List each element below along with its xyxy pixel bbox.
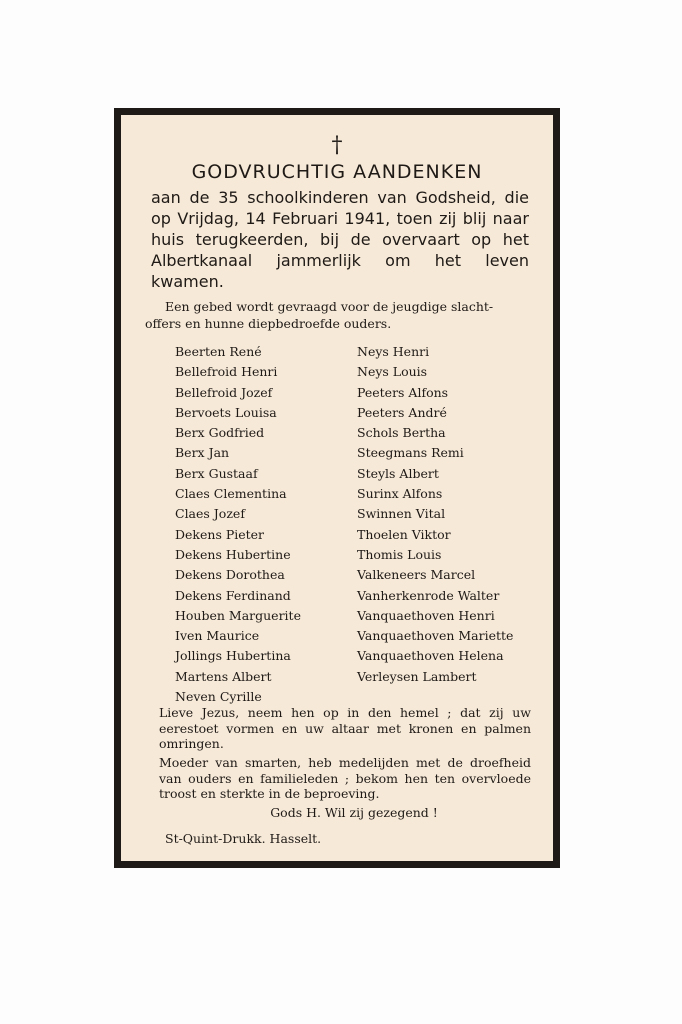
prayer-line-2: offers en hunne diepbedroefde ouders. xyxy=(145,316,392,331)
name-entry: Vanherkenrode Walter xyxy=(357,587,500,603)
name-entry: Dekens Ferdinand xyxy=(175,587,291,603)
name-entry: Vanquaethoven Helena xyxy=(357,648,504,664)
name-entry: Verleysen Lambert xyxy=(357,668,477,684)
name-entry: Iven Maurice xyxy=(175,628,260,644)
name-entry: Berx Jan xyxy=(175,445,230,461)
cross-icon: † xyxy=(331,133,343,158)
name-entry: Beerten René xyxy=(175,344,262,359)
name-entry: Thoelen Viktor xyxy=(357,526,451,542)
name-entry: Vanquaethoven Mariette xyxy=(357,628,514,644)
name-entry: Claes Clementina xyxy=(175,486,287,502)
name-entry: Surinx Alfons xyxy=(357,486,443,502)
motto: Gods H. Wil zij gezegend ! xyxy=(270,805,438,820)
closing-prayer-mother: Moeder van smarten, heb medelijden met de droefheid van ouders en familieleden ; bekom hen ten overvloede troost en sterkte in de beproeving. xyxy=(159,755,531,801)
name-entry: Thomis Louis xyxy=(357,546,442,562)
name-entry: Neys Louis xyxy=(357,364,428,380)
printer-imprint: St-Quint-Drukk. Hasselt. xyxy=(165,831,322,846)
name-entry: Jollings Hubertina xyxy=(175,648,291,664)
name-entry: Bellefroid Jozef xyxy=(175,384,273,400)
intro-text: aan de 35 schoolkinderen van Godsheid, die op Vrijdag, 14 Februari 1941, toen zij blij naar huis terugkeerden, bij de overvaart op het Albertkanaal jammerlijk om het leven kwamen. xyxy=(151,188,529,291)
name-entry: Valkeneers Marcel xyxy=(357,567,476,583)
prayer-line-1: Een gebed wordt gevraagd voor de jeugdige slacht- xyxy=(165,299,494,314)
closing-prayer-jesus: Lieve Jezus, neem hen op in den hemel ; dat zij uw eerestoet vormen en uw altaar met kronen en palmen omringen. xyxy=(159,705,531,751)
names-left-column xyxy=(175,342,301,707)
name-entry: Swinnen Vital xyxy=(357,506,446,522)
name-entry: Berx Godfried xyxy=(175,425,265,441)
name-entry: Dekens Hubertine xyxy=(175,546,291,562)
name-entry: Peeters André xyxy=(357,404,447,420)
name-entry: Steegmans Remi xyxy=(357,445,464,461)
name-entry: Steyls Albert xyxy=(357,465,439,481)
name-entry: Berx Gustaaf xyxy=(175,465,258,481)
memorial-card xyxy=(114,108,560,868)
card-inner xyxy=(121,115,553,861)
name-entry: Vanquaethoven Henri xyxy=(357,607,495,623)
name-entry: Claes Jozef xyxy=(175,506,245,522)
name-entry: Dekens Dorothea xyxy=(175,567,285,583)
name-entry: Bervoets Louisa xyxy=(175,404,277,420)
card-title: GODVRUCHTIG AANDENKEN xyxy=(191,161,483,183)
name-entry: Bellefroid Henri xyxy=(175,364,278,380)
name-entry: Peeters Alfons xyxy=(357,384,449,400)
name-entry: Neven Cyrille xyxy=(175,689,262,705)
prayer-request xyxy=(145,298,529,332)
name-entry: Martens Albert xyxy=(175,668,272,684)
name-entry: Houben Marguerite xyxy=(175,607,301,623)
names-right-column xyxy=(357,342,513,687)
name-entry: Dekens Pieter xyxy=(175,526,265,542)
name-entry: Neys Henri xyxy=(357,344,430,359)
name-entry: Schols Bertha xyxy=(357,425,446,441)
